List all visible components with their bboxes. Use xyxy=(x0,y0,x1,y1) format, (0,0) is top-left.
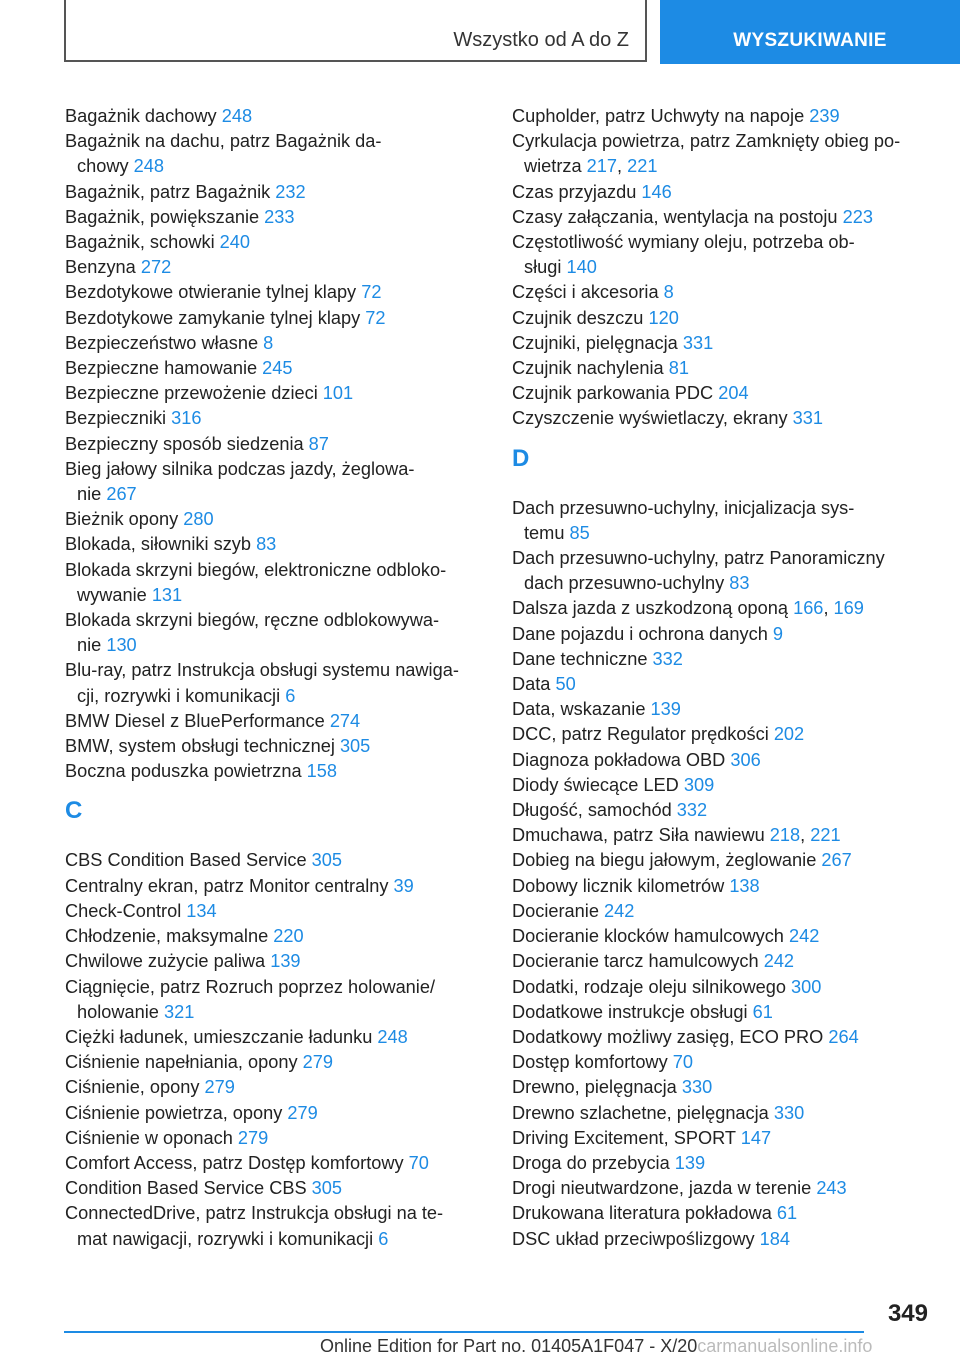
page-link[interactable]: 264 xyxy=(828,1026,859,1047)
header xyxy=(64,0,960,64)
entry-text: wietrza xyxy=(524,156,587,177)
index-entry xyxy=(65,874,485,899)
entry-text: Droga do przebycia xyxy=(512,1152,675,1173)
entry-text: Comfort Access, patrz Dostęp komfortowy xyxy=(65,1152,409,1173)
entry-text: Docieranie tarcz hamulcowych xyxy=(512,951,764,972)
index-entry xyxy=(65,975,485,1025)
page-link[interactable]: 316 xyxy=(171,408,202,429)
entry-text: Data xyxy=(512,674,556,695)
index-entry xyxy=(65,1101,485,1126)
footer-watermark: carmanualsonline.info xyxy=(697,1336,873,1356)
index-entry xyxy=(65,406,485,431)
entry-text: Drukowana literatura pokładowa xyxy=(512,1203,777,1224)
entry-text: sługi xyxy=(524,257,567,278)
entry-text: chowy xyxy=(77,156,134,177)
page-link[interactable]: 232 xyxy=(275,181,306,202)
entry-text: Drewno szlachetne, pielęgnacja xyxy=(512,1102,774,1123)
index-entry xyxy=(65,255,485,280)
index-entry xyxy=(65,949,485,974)
entry-text: Cyrkulacja powietrza, patrz Zamknięty obieg po- xyxy=(512,131,901,152)
entry-text: Chwilowe zużycie paliwa xyxy=(65,951,271,972)
index-entry xyxy=(65,532,485,557)
page-link[interactable]: 134 xyxy=(186,900,217,921)
page-link[interactable]: 83 xyxy=(729,573,750,594)
entry-text: BMW Diesel z BluePerformance xyxy=(65,710,330,731)
footer xyxy=(320,1336,872,1357)
entry-text: Blokada skrzyni biegów, elektroniczne odbloko- xyxy=(65,559,447,580)
page-link[interactable]: 220 xyxy=(273,926,304,947)
entry-text: Dane pojazdu i ochrona danych xyxy=(512,623,773,644)
entry-text: Blu-ray, patrz Instrukcja obsługi systemu nawiga- xyxy=(65,660,459,681)
footer-divider xyxy=(64,1331,864,1333)
index-entry xyxy=(65,356,485,381)
tab-search[interactable] xyxy=(660,0,960,64)
page-link[interactable]: 169 xyxy=(833,598,864,619)
entry-text: temu xyxy=(524,522,570,543)
index-entry xyxy=(512,1050,932,1075)
index-entry xyxy=(512,1101,932,1126)
entry-text: nie xyxy=(77,484,107,505)
index-entry xyxy=(65,230,485,255)
entry-text: Check-Control xyxy=(65,900,187,921)
index-entry xyxy=(65,180,485,205)
section-letter: D xyxy=(512,444,530,472)
entry-text: DCC, patrz Regulator prędkości xyxy=(512,724,774,745)
entry-text: Części i akcesoria xyxy=(512,282,664,303)
entry-text: nie xyxy=(77,635,107,656)
index-entry xyxy=(512,180,932,205)
page-link[interactable]: 267 xyxy=(106,484,137,505)
entry-text: Częstotliwość wymiany oleju, potrzeba ob- xyxy=(512,232,855,253)
entry-text: Dobieg na biegu jałowym, żeglowanie xyxy=(512,850,822,871)
entry-text: Czas przyjazdu xyxy=(512,181,642,202)
entry-text: Ciśnienie, opony xyxy=(65,1077,205,1098)
page-link[interactable]: 332 xyxy=(676,800,708,821)
page-link[interactable]: 279 xyxy=(302,1052,333,1073)
page-link[interactable]: 61 xyxy=(752,1001,773,1022)
index-column-left xyxy=(65,104,485,1252)
entry-text: Dane techniczne xyxy=(512,648,653,669)
index-entry xyxy=(65,734,485,759)
index-entry xyxy=(512,748,932,773)
page-link[interactable]: 330 xyxy=(773,1102,805,1123)
index-entry xyxy=(65,658,485,708)
page-link[interactable]: 139 xyxy=(270,951,301,972)
entry-text: Docieranie xyxy=(512,900,604,921)
entry-text: Czyszczenie wyświetlaczy, ekrany xyxy=(512,408,793,429)
page-link[interactable]: 279 xyxy=(204,1077,235,1098)
index-entry xyxy=(512,1126,932,1151)
entry-text: Bezpieczny sposób siedzenia xyxy=(65,433,309,454)
entry-text: Ciśnienie powietrza, opony xyxy=(65,1102,288,1123)
index-entry xyxy=(65,381,485,406)
page-link[interactable]: 70 xyxy=(408,1152,429,1173)
page-link[interactable]: 248 xyxy=(221,106,253,126)
index-entry xyxy=(65,1201,485,1251)
page-link[interactable]: 6 xyxy=(285,685,296,706)
index-entry xyxy=(512,722,932,747)
page-number: 349 xyxy=(887,1300,928,1327)
entry-text: Cupholder, patrz Uchwyty na napoje xyxy=(512,106,810,126)
entry-text: Bezpieczne hamowanie xyxy=(65,358,263,379)
page-link[interactable]: 70 xyxy=(672,1052,693,1073)
page-link[interactable]: 305 xyxy=(311,1178,343,1199)
page-link[interactable]: 267 xyxy=(821,850,852,871)
index-entry xyxy=(65,759,485,784)
index-entry xyxy=(65,331,485,356)
entry-text: Blokada skrzyni biegów, ręczne odblokowywa- xyxy=(65,610,440,631)
index-entry xyxy=(65,205,485,230)
page-link[interactable]: 242 xyxy=(604,900,635,921)
entry-text: Bieżnik opony xyxy=(65,509,184,530)
entry-text: Drewno, pielęgnacja xyxy=(512,1077,682,1098)
page-link[interactable]: 221 xyxy=(810,825,841,846)
entry-text: Dmuchawa, patrz Siła nawiewu xyxy=(512,825,770,846)
page-link[interactable]: 120 xyxy=(648,307,679,328)
entry-text: Diagnoza pokładowa OBD xyxy=(512,749,731,770)
index-entry xyxy=(65,432,485,457)
entry-text: Bagażnik na dachu, patrz Bagażnik da- xyxy=(65,131,382,152)
page-link[interactable]: 72 xyxy=(361,282,382,303)
page-link[interactable]: 140 xyxy=(566,257,597,278)
page-link[interactable]: 330 xyxy=(681,1077,713,1098)
index-entry xyxy=(512,546,932,596)
index-entry xyxy=(65,457,485,507)
section-letter: C xyxy=(65,797,83,825)
page-link[interactable]: 217 xyxy=(586,156,618,177)
page-link[interactable]: 248 xyxy=(377,1026,408,1047)
page-link[interactable]: 300 xyxy=(791,976,822,997)
index-entry xyxy=(512,672,932,697)
page-link[interactable]: 138 xyxy=(729,875,760,896)
entry-text: Dach przesuwno-uchylny, inicjalizacja sys- xyxy=(512,497,855,518)
index-entry xyxy=(512,205,932,230)
page-link[interactable]: 87 xyxy=(308,433,329,454)
index-entry xyxy=(512,899,932,924)
index-entry xyxy=(512,874,932,899)
index-entry xyxy=(65,1050,485,1075)
entry-text: Drogi nieutwardzone, jazda w terenie xyxy=(512,1178,817,1199)
index-entry xyxy=(65,709,485,734)
entry-text: Condition Based Service CBS xyxy=(65,1178,312,1199)
entry-text: wywanie xyxy=(77,584,152,605)
page-link[interactable]: 233 xyxy=(264,206,295,227)
index-entry xyxy=(512,1075,932,1100)
entry-text: Czasy załączania, wentylacja na postoju xyxy=(512,206,843,227)
index-entry xyxy=(512,280,932,305)
entry-text: Bagażnik, powiększanie xyxy=(65,206,265,227)
index-entry xyxy=(512,1227,932,1252)
index-column-right xyxy=(512,104,932,1252)
page-link[interactable]: 242 xyxy=(763,951,795,972)
entry-text: ConnectedDrive, patrz Instrukcja obsługi na te- xyxy=(65,1203,444,1224)
index-entry xyxy=(512,622,932,647)
entry-text: Centralny ekran, patrz Monitor centralny xyxy=(65,875,394,896)
entry-text: Data, wskazanie xyxy=(512,699,651,720)
page-link[interactable]: 243 xyxy=(816,1178,847,1199)
page-link[interactable]: 202 xyxy=(773,724,805,745)
page-link[interactable]: 8 xyxy=(263,332,274,353)
page-link[interactable]: 139 xyxy=(674,1152,706,1173)
index-entry xyxy=(512,975,932,1000)
page-link[interactable]: 306 xyxy=(730,749,761,770)
index-entry xyxy=(512,949,932,974)
page-link[interactable]: 221 xyxy=(627,156,658,177)
page-link[interactable]: 81 xyxy=(668,358,689,379)
entry-text: Dobowy licznik kilometrów xyxy=(512,875,730,896)
entry-text: Bagażnik, schowki xyxy=(65,232,220,253)
index-entry xyxy=(512,406,932,431)
page-link[interactable]: 321 xyxy=(163,1001,195,1022)
index-entry xyxy=(512,230,932,280)
entry-text: Benzyna xyxy=(65,257,141,278)
entry-text: CBS Condition Based Service xyxy=(65,850,312,871)
index-entry xyxy=(512,697,932,722)
entry-text: Bieg jałowy silnika podczas jazdy, żeglowa- xyxy=(65,458,415,479)
page-link[interactable]: 223 xyxy=(842,206,873,227)
index-entry xyxy=(65,1025,485,1050)
entry-text: Bezdotykowe zamykanie tylnej klapy xyxy=(65,307,366,328)
index-entry xyxy=(65,507,485,532)
index-entry xyxy=(512,356,932,381)
entry-text: mat nawigacji, rozrywki i komunikacji xyxy=(77,1228,379,1249)
page-link[interactable]: 305 xyxy=(339,736,371,757)
index-entry xyxy=(65,1151,485,1176)
entry-text: Dalsza jazda z uszkodzoną oponą xyxy=(512,598,794,619)
page-link[interactable]: 6 xyxy=(378,1228,389,1249)
entry-text: Czujniki, pielęgnacja xyxy=(512,332,683,353)
index-entry xyxy=(512,798,932,823)
page-link[interactable]: 279 xyxy=(287,1102,318,1123)
page-link[interactable]: 309 xyxy=(683,774,715,795)
entry-text: Czujnik nachylenia xyxy=(512,358,669,379)
index-entry xyxy=(65,558,485,608)
page-link[interactable]: 279 xyxy=(237,1127,269,1148)
entry-text: Dodatkowe instrukcje obsługi xyxy=(512,1001,753,1022)
entry-text: Bagażnik, patrz Bagażnik xyxy=(65,181,276,202)
index-entry xyxy=(65,608,485,658)
index-entry xyxy=(65,899,485,924)
page-link[interactable]: 139 xyxy=(650,699,681,720)
index-entry xyxy=(512,1151,932,1176)
footer-text: Online Edition for Part no. 01405A1F047 - X/20 xyxy=(320,1336,698,1356)
page-link[interactable]: 240 xyxy=(219,232,251,253)
index-entry xyxy=(65,848,485,873)
page-link[interactable]: 72 xyxy=(365,307,386,328)
entry-text: holowanie xyxy=(77,1001,164,1022)
entry-text: Czujnik deszczu xyxy=(512,307,649,328)
index-entry xyxy=(65,1126,485,1151)
entry-text: Dostęp komfortowy xyxy=(512,1052,673,1073)
entry-text: Driving Excitement, SPORT xyxy=(512,1127,741,1148)
index-entry xyxy=(65,306,485,331)
index-entry: Dalsza jazda z uszkodzoną oponą 166, 169 xyxy=(512,598,864,619)
page-link[interactable]: 272 xyxy=(140,257,172,278)
page-link[interactable]: 204 xyxy=(718,383,749,404)
entry-text: BMW, system obsługi technicznej xyxy=(65,736,340,757)
tab-search-label: WYSZUKIWANIE xyxy=(733,30,887,51)
index-entry xyxy=(65,280,485,305)
entry-text: Diody świecące LED xyxy=(512,774,684,795)
page-link[interactable]: 83 xyxy=(256,534,277,555)
index-entry: Cyrkulacja powietrza, patrz Zamknięty obieg po- wietrza 217, 221 xyxy=(512,131,901,177)
entry-text: cji, rozrywki i komunikacji xyxy=(77,685,286,706)
entry-text: Ciśnienie napełniania, opony xyxy=(65,1052,303,1073)
entry-text: Chłodzenie, maksymalne xyxy=(65,926,274,947)
entry-text: Dodatkowy możliwy zasięg, ECO PRO xyxy=(512,1026,829,1047)
page-link[interactable]: 147 xyxy=(740,1127,772,1148)
page-link[interactable]: 50 xyxy=(555,674,576,695)
index-entry xyxy=(65,129,485,179)
entry-text: Blokada, siłowniki szyb xyxy=(65,534,257,555)
entry-text: Bezpieczne przewożenie dzieci xyxy=(65,383,323,404)
page-link[interactable]: 146 xyxy=(641,181,672,202)
index-entry xyxy=(512,848,932,873)
entry-text: Bagażnik dachowy xyxy=(65,106,222,126)
page-link[interactable]: 331 xyxy=(792,408,823,429)
page-link[interactable]: 245 xyxy=(262,358,293,379)
page-link[interactable]: 166 xyxy=(793,598,824,619)
entry-text: Bezpieczeństwo własne xyxy=(65,332,264,353)
index-entry xyxy=(512,773,932,798)
page-link[interactable]: 218 xyxy=(769,825,801,846)
entry-text: Dach przesuwno-uchylny, patrz Panoramiczny xyxy=(512,548,885,569)
index-entry xyxy=(512,1025,932,1050)
index-entry xyxy=(512,1176,932,1201)
page-link[interactable]: 305 xyxy=(311,850,343,871)
index-entry xyxy=(512,924,932,949)
page-link[interactable]: 332 xyxy=(652,648,683,669)
tab-a-to-z-label: Wszystko od A do Z xyxy=(453,29,629,51)
entry-text: Ciągnięcie, patrz Rozruch poprzez holowanie/ xyxy=(65,976,436,997)
index-entry xyxy=(512,306,932,331)
page-link[interactable]: 280 xyxy=(183,509,214,530)
entry-text: DSC układ przeciwpoślizgowy xyxy=(512,1228,760,1249)
page-link[interactable]: 248 xyxy=(133,156,164,177)
entry-text: Ciśnienie w oponach xyxy=(65,1127,238,1148)
entry-text: Ciężki ładunek, umieszczanie ładunku xyxy=(65,1026,378,1047)
page-link[interactable]: 9 xyxy=(772,623,783,644)
page-link[interactable]: 39 xyxy=(393,875,414,896)
entry-text: Boczna poduszka powietrzna xyxy=(65,761,307,782)
page-link[interactable]: 130 xyxy=(106,635,137,656)
index-entry xyxy=(65,104,485,129)
page-link[interactable]: 131 xyxy=(151,584,183,605)
page-link[interactable]: 242 xyxy=(788,926,820,947)
page-link[interactable]: 101 xyxy=(322,383,354,404)
entry-text: Dodatki, rodzaje oleju silnikowego xyxy=(512,976,792,997)
page-link[interactable]: 8 xyxy=(663,282,674,303)
entry-text: Bezpieczniki xyxy=(65,408,172,429)
index-entry xyxy=(512,104,932,129)
page-link[interactable]: 158 xyxy=(306,761,337,782)
page-link[interactable]: 61 xyxy=(776,1203,798,1224)
index-entry xyxy=(65,1176,485,1201)
index-entry xyxy=(512,496,932,546)
page-link[interactable]: 239 xyxy=(809,106,840,126)
page-link[interactable]: 274 xyxy=(329,710,361,731)
entry-text: dach przesuwno-uchylny xyxy=(524,573,730,594)
tab-a-to-z[interactable] xyxy=(64,0,647,62)
index-entry xyxy=(512,647,932,672)
page-link[interactable]: 85 xyxy=(569,522,590,543)
index-entry xyxy=(65,924,485,949)
entry-text: Długość, samochód xyxy=(512,800,677,821)
entry-text: Docieranie klocków hamulcowych xyxy=(512,926,789,947)
entry-text: Czujnik parkowania PDC xyxy=(512,383,719,404)
page-link[interactable]: 184 xyxy=(759,1228,791,1249)
index-entry xyxy=(512,381,932,406)
index-entry: Dmuchawa, patrz Siła nawiewu 218, 221 xyxy=(512,825,841,846)
index-entry xyxy=(512,1201,932,1226)
page-link[interactable]: 331 xyxy=(682,332,714,353)
entry-text: Bezdotykowe otwieranie tylnej klapy xyxy=(65,282,362,303)
index-entry xyxy=(512,1000,932,1025)
index-entry xyxy=(512,331,932,356)
index-entry xyxy=(65,1075,485,1100)
